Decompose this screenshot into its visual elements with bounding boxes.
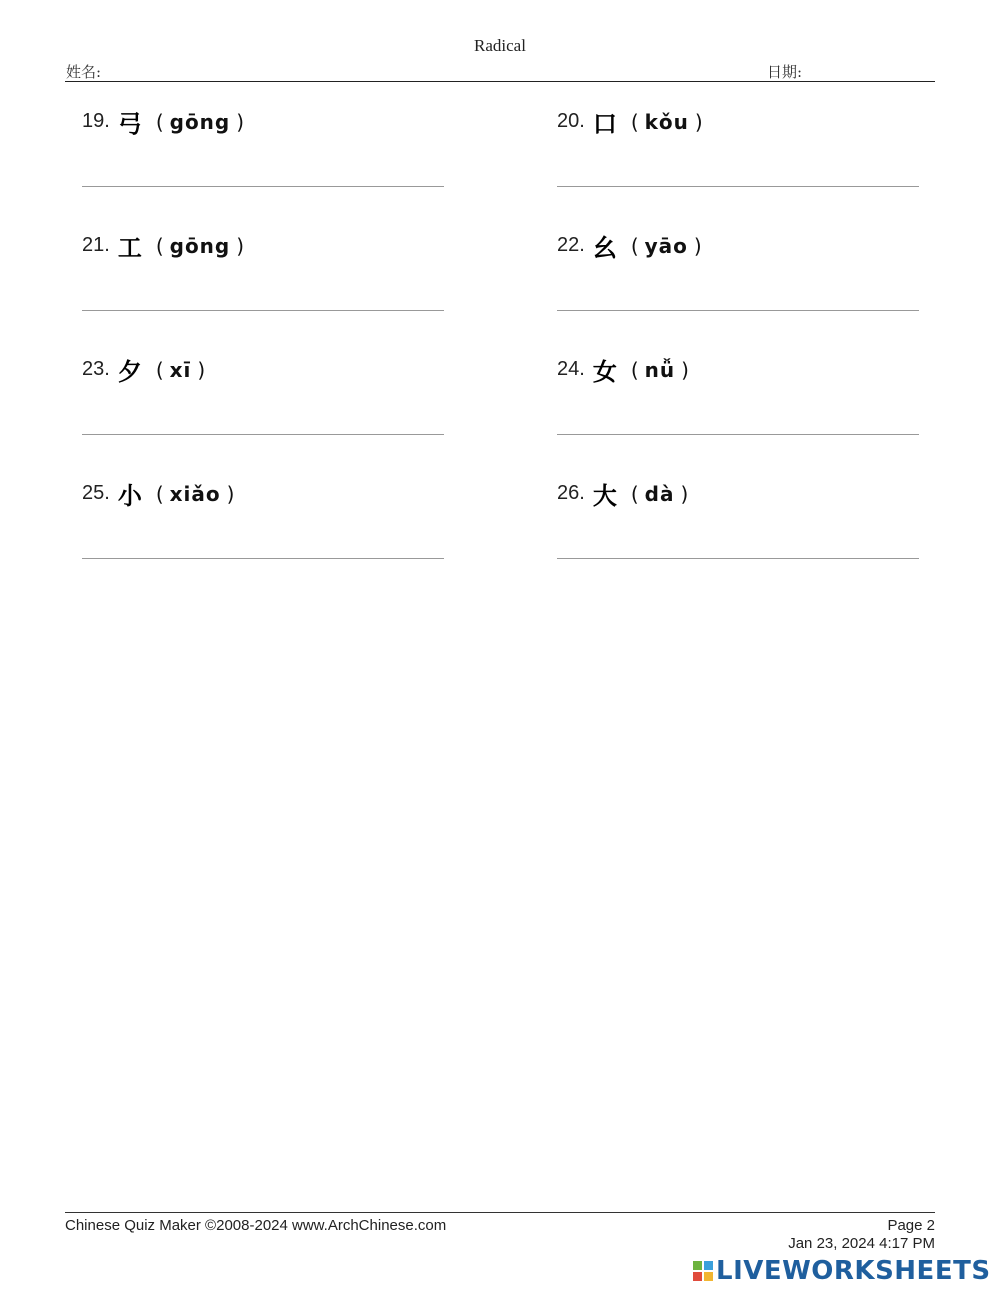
question-26 (557, 476, 694, 510)
pinyin-hint: ( xī ) (155, 357, 206, 382)
pinyin-hint: ( nǚ ) (630, 357, 689, 382)
question-25 (82, 476, 240, 510)
pinyin-hint: ( gōng ) (155, 233, 245, 258)
radical-character: 小 (117, 482, 142, 510)
radical-character: 夕 (117, 358, 142, 386)
footer-divider (65, 1212, 935, 1213)
header-divider (65, 81, 935, 82)
radical-character: 工 (117, 234, 142, 262)
logo-text: LIVEWORKSHEETS (716, 1256, 991, 1286)
pinyin-hint: ( xiǎo ) (155, 481, 235, 506)
question-number: 24. (557, 358, 585, 380)
radical-character: 大 (592, 482, 617, 510)
question-19 (82, 104, 250, 138)
radical-character: 幺 (592, 234, 617, 262)
name-label: 姓名: (66, 63, 102, 81)
answer-line-20[interactable] (557, 186, 919, 187)
question-number: 20. (557, 110, 585, 132)
question-number: 21. (82, 234, 110, 256)
question-number: 25. (82, 482, 110, 504)
question-20 (557, 104, 709, 138)
page-number: Page 2 (887, 1217, 935, 1234)
answer-line-26[interactable] (557, 558, 919, 559)
logo-blocks-icon (693, 1261, 713, 1281)
date-label: 日期: (767, 63, 803, 81)
question-24 (557, 352, 695, 386)
footer-page-info (788, 1217, 935, 1253)
question-number: 22. (557, 234, 585, 256)
question-number: 19. (82, 110, 110, 132)
pinyin-hint: ( kǒu ) (630, 109, 703, 134)
answer-line-19[interactable] (82, 186, 444, 187)
pinyin-hint: ( yāo ) (630, 233, 702, 258)
pinyin-hint: ( gōng ) (155, 109, 245, 134)
question-23 (82, 352, 211, 386)
worksheet-title: Radical (474, 36, 526, 55)
answer-line-23[interactable] (82, 434, 444, 435)
question-22 (557, 228, 708, 262)
radical-character: 弓 (117, 110, 142, 138)
question-number: 23. (82, 358, 110, 380)
question-21 (82, 228, 250, 262)
print-datetime: Jan 23, 2024 4:17 PM (788, 1235, 935, 1252)
radical-character: 口 (592, 110, 617, 138)
answer-line-22[interactable] (557, 310, 919, 311)
radical-character: 女 (592, 358, 617, 386)
answer-line-21[interactable] (82, 310, 444, 311)
footer-copyright: Chinese Quiz Maker ©2008-2024 www.ArchChinese.com (65, 1217, 447, 1234)
answer-line-24[interactable] (557, 434, 919, 435)
liveworksheets-logo[interactable] (693, 1256, 991, 1286)
answer-line-25[interactable] (82, 558, 444, 559)
question-number: 26. (557, 482, 585, 504)
pinyin-hint: ( dà ) (630, 481, 689, 506)
